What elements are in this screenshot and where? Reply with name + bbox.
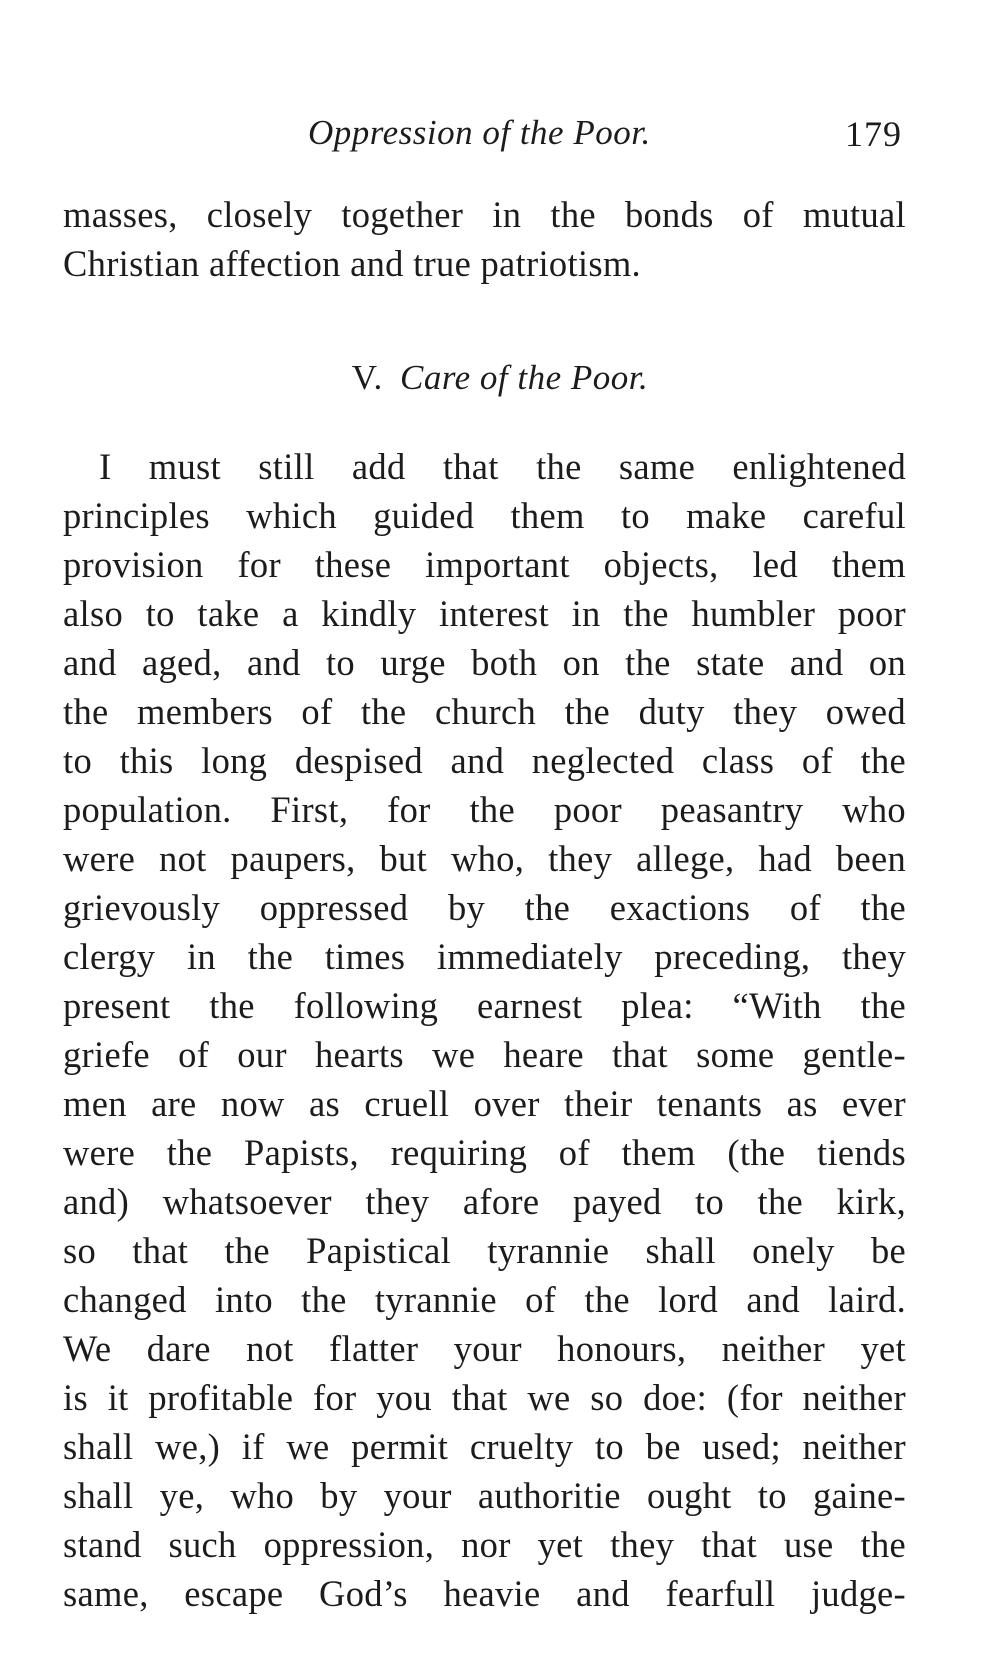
- page-number: 179: [845, 114, 902, 154]
- section-number: V.: [351, 358, 384, 397]
- text-line: shall we,) if we permit cruelty to be used; neither: [63, 1426, 906, 1467]
- text-line: masses, closely together in the bonds of mutual: [63, 194, 906, 235]
- section-heading: [0, 358, 1000, 398]
- text-line: so that the Papistical tyrannie shall onely be: [63, 1230, 906, 1271]
- text-line: shall ye, who by your authoritie ought to gaine-: [63, 1475, 906, 1516]
- text-line: to this long despised and neglected class of the: [63, 740, 906, 781]
- text-line: same, escape God’s heavie and fearfull judge-: [63, 1573, 906, 1614]
- text-line: griefe of our hearts we heare that some gentle-: [63, 1034, 906, 1075]
- text-line: present the following earnest plea: “With the: [63, 985, 906, 1026]
- text-line: clergy in the times immediately preceding, they: [63, 936, 906, 977]
- text-line: We dare not flatter your honours, neither yet: [63, 1328, 906, 1369]
- text-line: changed into the tyrannie of the lord and laird.: [63, 1279, 906, 1320]
- section-title: Care of the Poor.: [399, 358, 649, 397]
- text-line: grievously oppressed by the exactions of the: [63, 887, 906, 928]
- text-line: is it profitable for you that we so doe: (for neither: [63, 1377, 906, 1418]
- text-line: Christian affection and true patriotism.: [63, 243, 641, 284]
- text-line: stand such oppression, nor yet they that use the: [63, 1524, 906, 1565]
- running-head: [0, 113, 1000, 163]
- text-line: population. First, for the poor peasantry who: [63, 789, 906, 830]
- text-line: and aged, and to urge both on the state and on: [63, 642, 906, 683]
- text-line: men are now as cruell over their tenants as ever: [63, 1083, 906, 1124]
- text-line: were the Papists, requiring of them (the tiends: [63, 1132, 906, 1173]
- text-line: and) whatsoever they afore payed to the kirk,: [63, 1181, 906, 1222]
- text-line: principles which guided them to make careful: [63, 495, 906, 536]
- text-line: also to take a kindly interest in the humbler poor: [63, 593, 906, 634]
- body-paragraph: [63, 442, 906, 1618]
- continuation-paragraph: [63, 190, 906, 288]
- text-line: the members of the church the duty they owed: [63, 691, 906, 732]
- text-line: provision for these important objects, led them: [63, 544, 906, 585]
- text-line: were not paupers, but who, they allege, had been: [63, 838, 906, 879]
- text-line: I must still add that the same enlightened: [99, 446, 906, 487]
- running-title: Oppression of the Poor.: [308, 113, 651, 152]
